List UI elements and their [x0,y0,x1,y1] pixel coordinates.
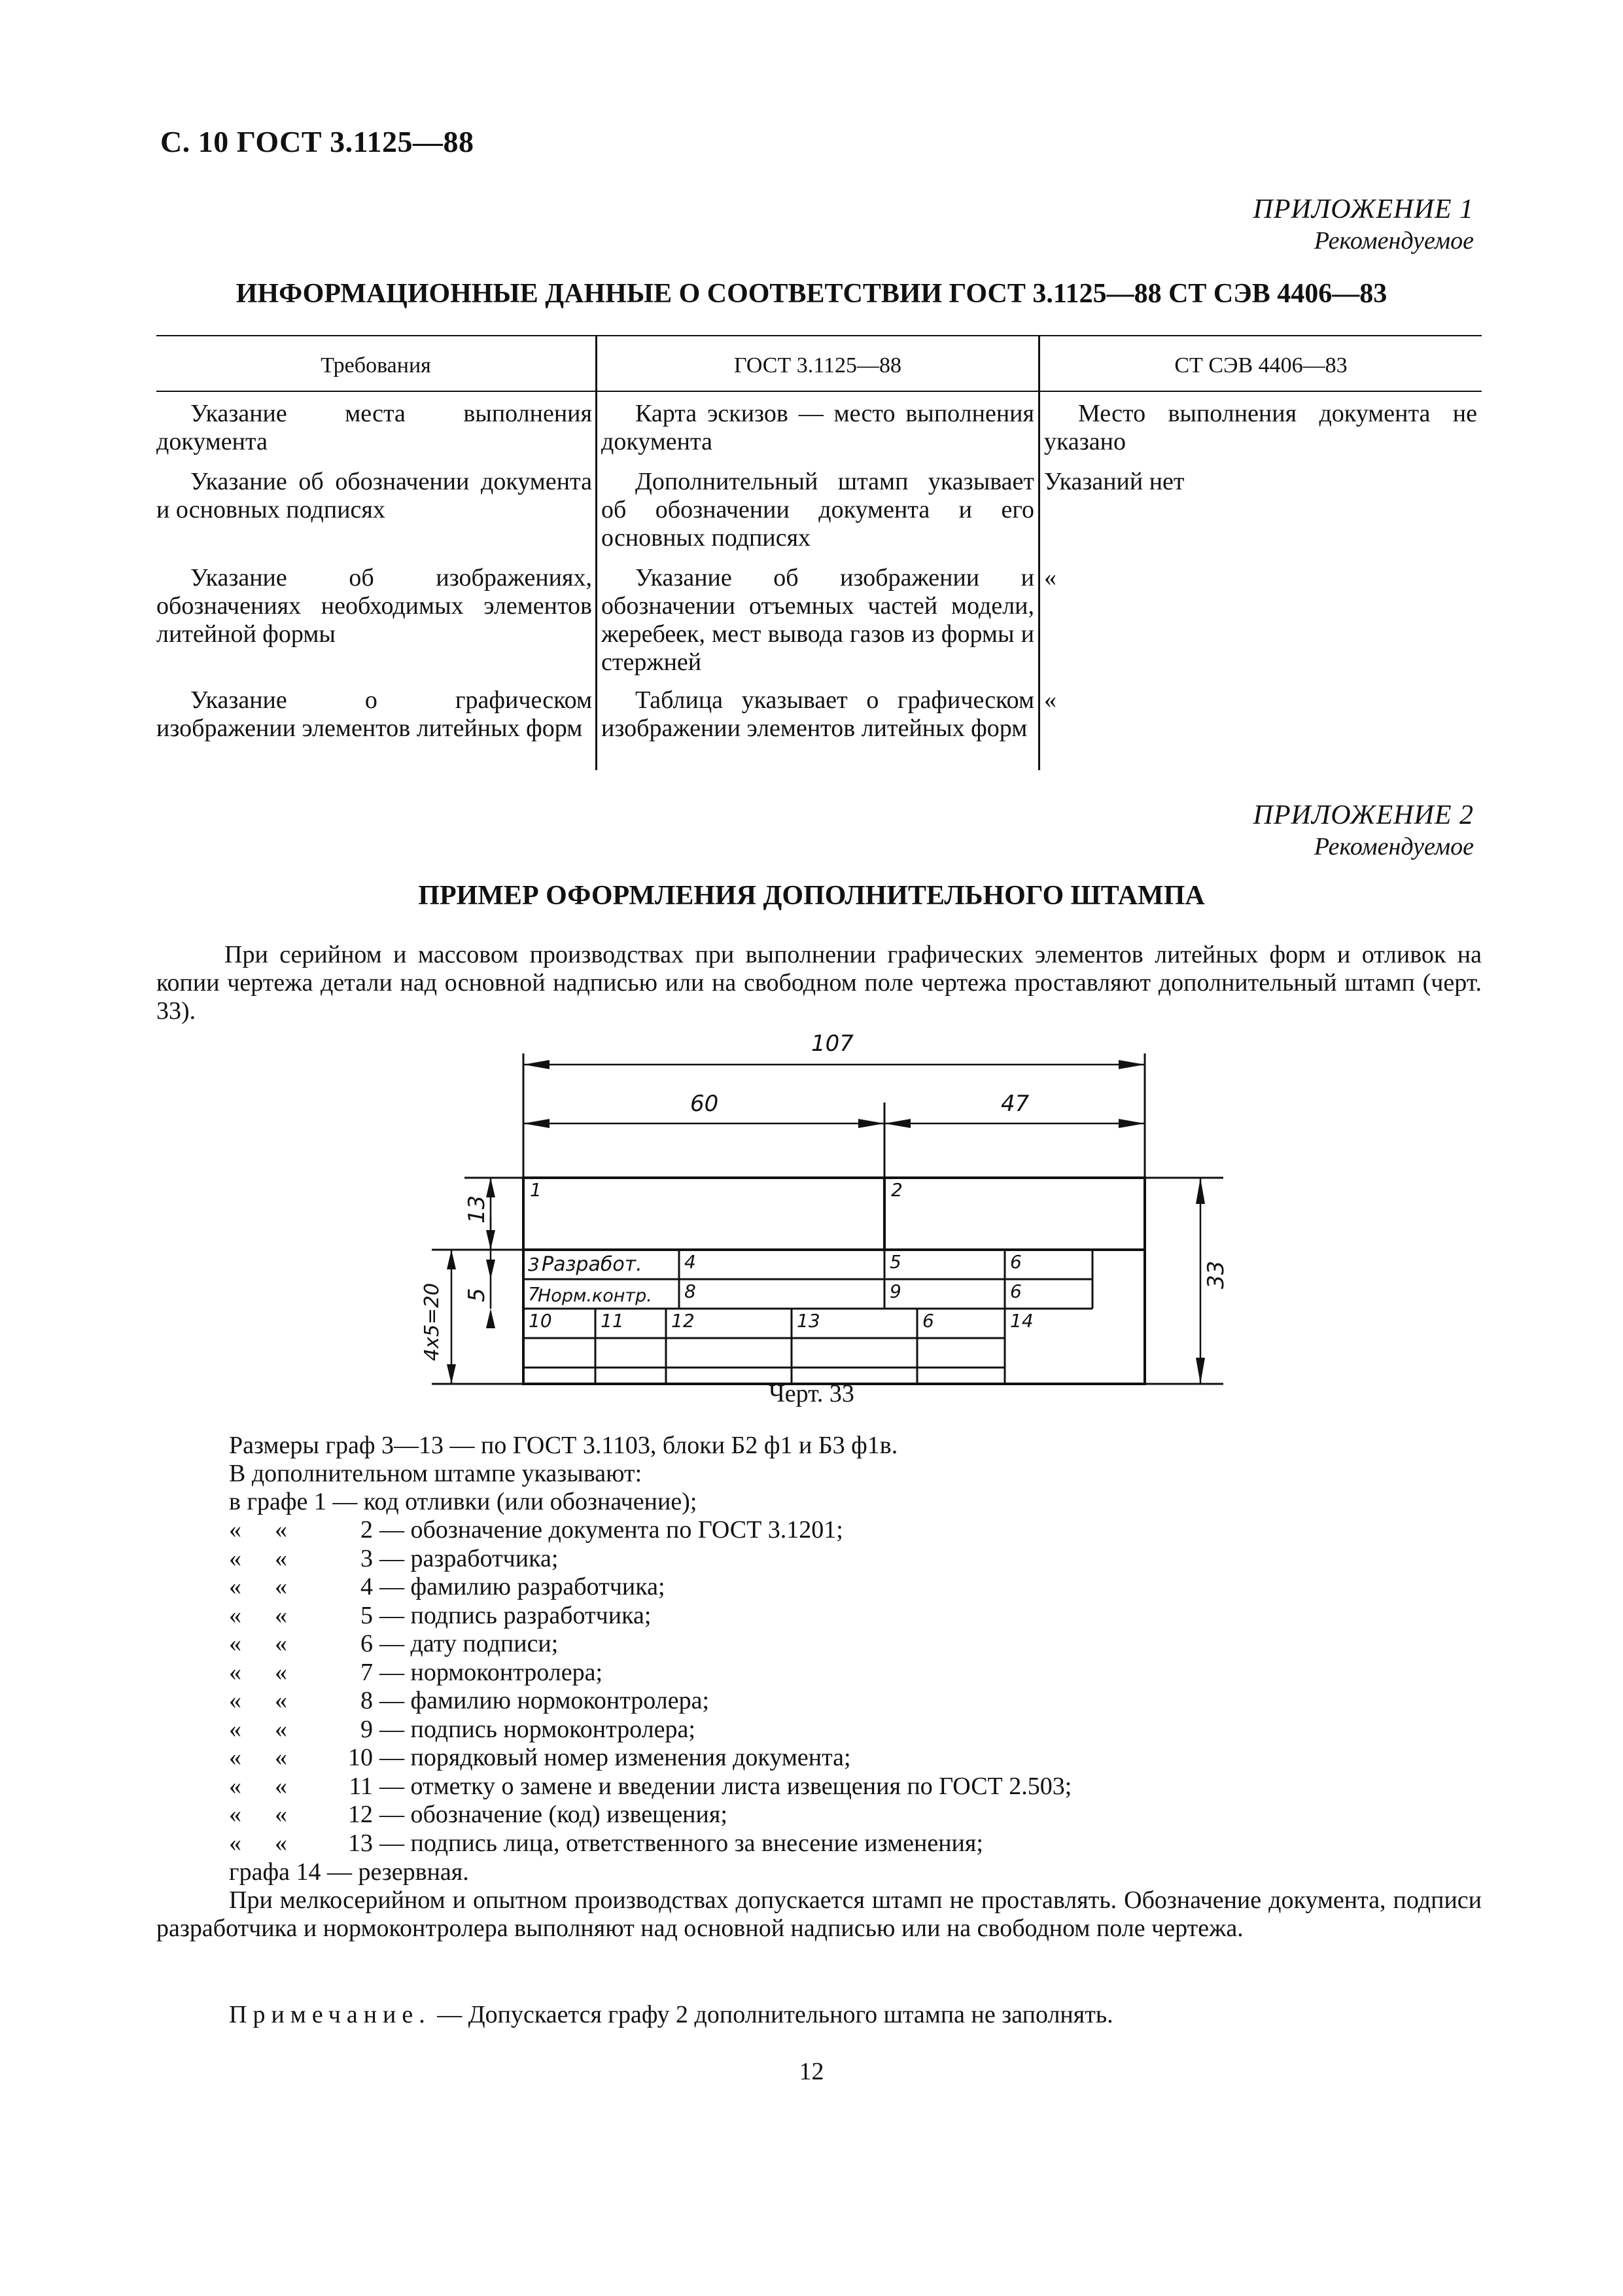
table-cell-r4-c2: Таблица указывает о графическом изображении элементов литейных форм [601,686,1034,742]
graph-list [229,1516,1072,1858]
dim-h33: 33 [1203,1260,1229,1289]
appendix-1-status: Рекомендуемое [1314,227,1474,255]
small-production-paragraph: При мелкосерийном и опытном производствах допускается штамп не проставлять. Обозначение документа, подписи разработчика и нормоконтролера выполняют над основной надписью или на свободном поле чертежа. [156,1886,1482,1942]
appendix-1-label [1253,194,1474,256]
table-cell-r1-c3: Место выполнения документа не указано [1044,400,1477,455]
cell-3: 3 [528,1254,540,1275]
cell-6a: 6 [1010,1251,1022,1273]
dim-h4x5: 4x5=20 [421,1282,444,1361]
dim-right: 47 [1001,1091,1030,1117]
cell-13: 13 [797,1310,820,1332]
table-cell-r3-c2: Указание об изображении и обозначении отъемных частей модели, жеребеек, мест вывода газов из формы и стержней [601,564,1034,676]
cell-11: 11 [601,1310,624,1332]
cell-6b: 6 [1010,1280,1022,1302]
dim-total: 107 [811,1031,854,1057]
note [229,2001,1113,2029]
section-2-title: ПРИМЕР ОФОРМЛЕНИЯ ДОПОЛНИТЕЛЬНОГО ШТАМПА [418,881,1205,911]
list-item: « « 3 — разработчика; [229,1544,559,1572]
list-item: « « 12 — обозначение (код) извещения; [229,1801,727,1828]
list-item: « « 10 — порядковый номер изменения документа; [229,1744,851,1771]
cell-2: 2 [891,1179,903,1201]
list-item: « « 6 — дату подписи; [229,1630,559,1657]
cell-7-label: Норм.контр. [538,1286,652,1306]
sizes-line: Размеры граф 3—13 — по ГОСТ 3.1103, блоки Б2 ф1 и Б3 ф1в. [229,1432,898,1459]
cell-9: 9 [890,1280,901,1302]
table-cell-r4-c1: Указание о графическом изображении элементов литейных форм [156,686,592,742]
section-1-title: ИНФОРМАЦИОННЫЕ ДАННЫЕ О СООТВЕТСТВИИ ГОСТ 3.1125—88 СТ СЭВ 4406—83 [236,279,1387,309]
appendix-2-label [1253,800,1474,862]
cell-7: 7 [528,1283,540,1305]
cell-14: 14 [1010,1310,1034,1332]
list-item: « « 2 — обозначение документа по ГОСТ 3.1201; [229,1516,843,1544]
appendix-2-status: Рекомендуемое [1314,833,1474,860]
list-item: « « 11 — отметку о замене и введении листа извещения по ГОСТ 2.503; [229,1772,1072,1800]
list-item: « « 8 — фамилию нормоконтролера; [229,1687,710,1714]
dim-h5: 5 [464,1288,490,1302]
list-item: « « 7 — нормоконтролера; [229,1658,602,1686]
cell-6c: 6 [922,1310,934,1332]
list-item: « « 5 — подпись разработчика; [229,1601,652,1629]
indicates-line: В дополнительном штампе указывают: [229,1460,642,1487]
cell-3-label: Разработ. [542,1253,642,1276]
table-cell-r4-c3: « [1044,686,1056,714]
cell-4: 4 [684,1251,696,1273]
dim-left: 60 [690,1091,719,1117]
list-item: « « 9 — подпись нормоконтролера; [229,1715,695,1743]
list-item: « « 4 — фамилию разработчика; [229,1573,665,1600]
intro-paragraph: При серийном и массовом производствах при выполнении графических элементов литейных форм и отливок на копии чертежа детали над основной надписью или на свободном поле чертежа проставляют дополнительный штамп (черт. 33). [156,941,1482,1025]
page-header: С. 10 ГОСТ 3.1125—88 [160,125,474,158]
note-label: Примечание. [229,2001,431,2028]
page-number: 12 [799,2058,824,2085]
cell-12: 12 [671,1310,695,1332]
cell-1: 1 [530,1179,542,1201]
table-cell-r2-c2: Дополнительный штамп указывает об обозначении документа и его основных подписях [601,468,1034,552]
figure-caption: Черт. 33 [769,1380,854,1407]
table-cell-r3-c1: Указание об изображениях, обозначениях необходимых элементов литейной формы [156,564,592,648]
last-item: графа 14 — резервная. [229,1858,469,1886]
table-cell-r2-c1: Указание об обозначении документа и основных подписях [156,468,592,523]
stamp-drawing [393,1027,1276,1394]
first-item: в графе 1 — код отливки (или обозначение); [229,1488,697,1515]
cell-10: 10 [529,1310,552,1332]
table-cell-r3-c3: « [1044,564,1056,592]
table-header-requirements: Требования [321,353,431,378]
cell-8: 8 [684,1280,696,1302]
table-cell-r1-c1: Указание места выполнения документа [156,400,592,455]
table-header-gost: ГОСТ 3.1125—88 [734,353,901,378]
appendix-2-title: ПРИЛОЖЕНИЕ 2 [1253,800,1474,830]
table-header-st-sev: СТ СЭВ 4406—83 [1174,353,1348,378]
dim-h13: 13 [464,1195,490,1224]
table-cell-r2-c3: Указаний нет [1044,468,1185,495]
appendix-1-title: ПРИЛОЖЕНИЕ 1 [1253,194,1474,224]
table-cell-r1-c2: Карта эскизов — место выполнения документа [601,400,1034,455]
cell-5: 5 [890,1251,901,1273]
note-text: — Допускается графу 2 дополнительного штампа не заполнять. [437,2001,1113,2028]
list-item: « « 13 — подпись лица, ответственного за внесение изменения; [229,1829,983,1857]
